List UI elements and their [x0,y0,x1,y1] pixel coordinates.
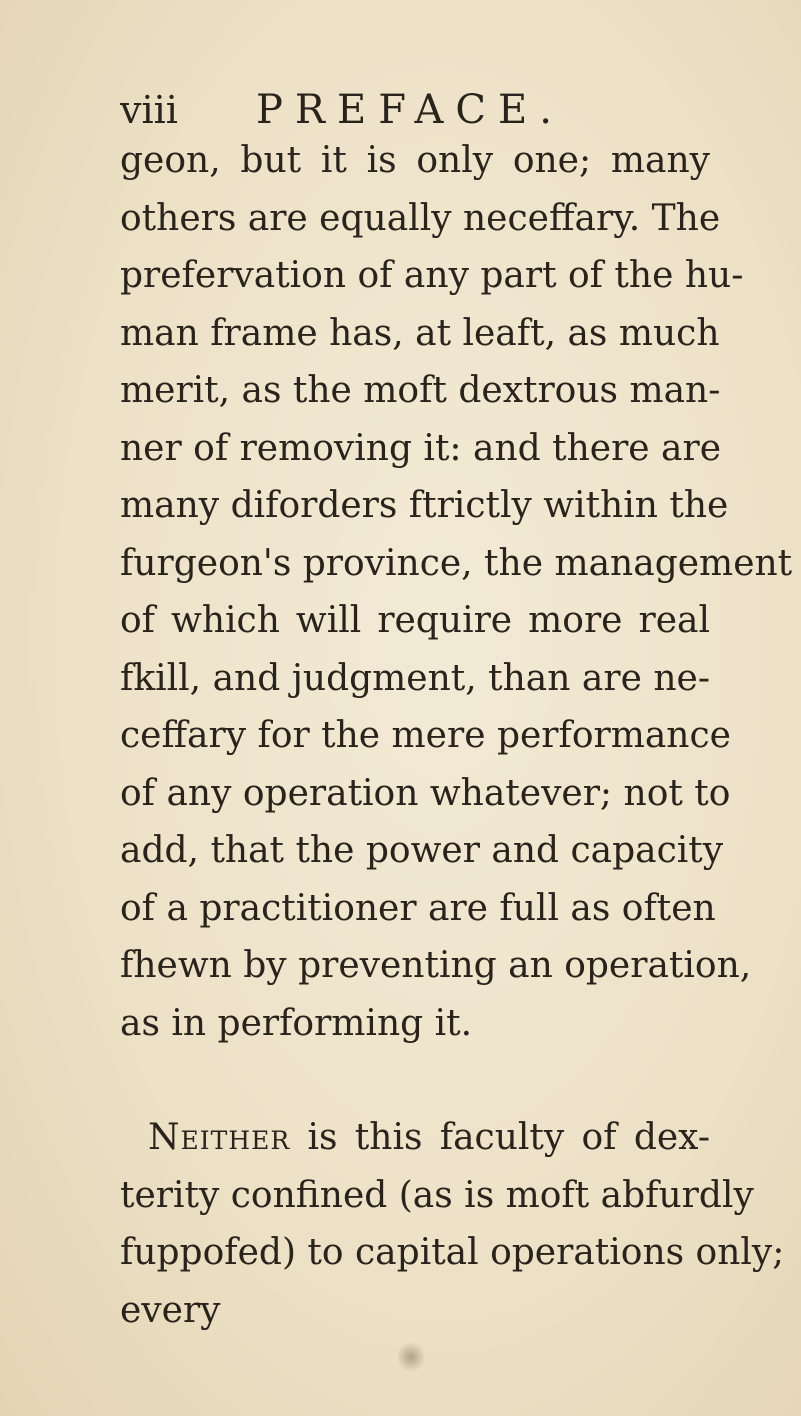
text-line: of a practitioner are full as often [120,887,716,929]
text-line: prefervation of any part of the hu- [120,255,744,296]
paper-stain [398,1340,424,1374]
paragraph-first-line [120,1109,710,1167]
page-number: viii [120,88,178,132]
text-line: of which will require more real [120,600,710,641]
running-head: PREFACE. [256,87,564,133]
text-span: is this faculty of dex- [290,1117,710,1158]
small-caps-lead-word: Neither [148,1117,291,1158]
body-text [120,132,793,1339]
text-line: man frame has, at leaft, as much [120,312,720,354]
text-line: fkill, and judgment, than are ne- [120,657,710,699]
text-line: geon, but it is only one; many [120,140,710,181]
text-line: terity confined (as is moft abfurdly [120,1174,754,1216]
text-line: as in performing it. [120,1002,473,1044]
text-line: furgeon's province, the management [120,542,793,584]
paragraph-gap [120,1052,710,1109]
text-line: merit, as the moft dextrous man- [120,370,721,411]
catchword: every [120,1289,221,1331]
text-line: others are equally neceffary. The [120,197,721,239]
text-line: ner of removing it: and there are [120,427,722,469]
page-header [120,80,720,140]
text-line: fuppofed) to capital operations only; [120,1232,785,1273]
text-line: many diforders ftrictly within the [120,485,729,526]
text-line: ceffary for the mere performance [120,715,731,756]
text-line: add, that the power and capacity [120,830,724,871]
text-line: of any operation whatever; not to [120,772,731,814]
text-line: fhewn by preventing an operation, [120,945,752,986]
